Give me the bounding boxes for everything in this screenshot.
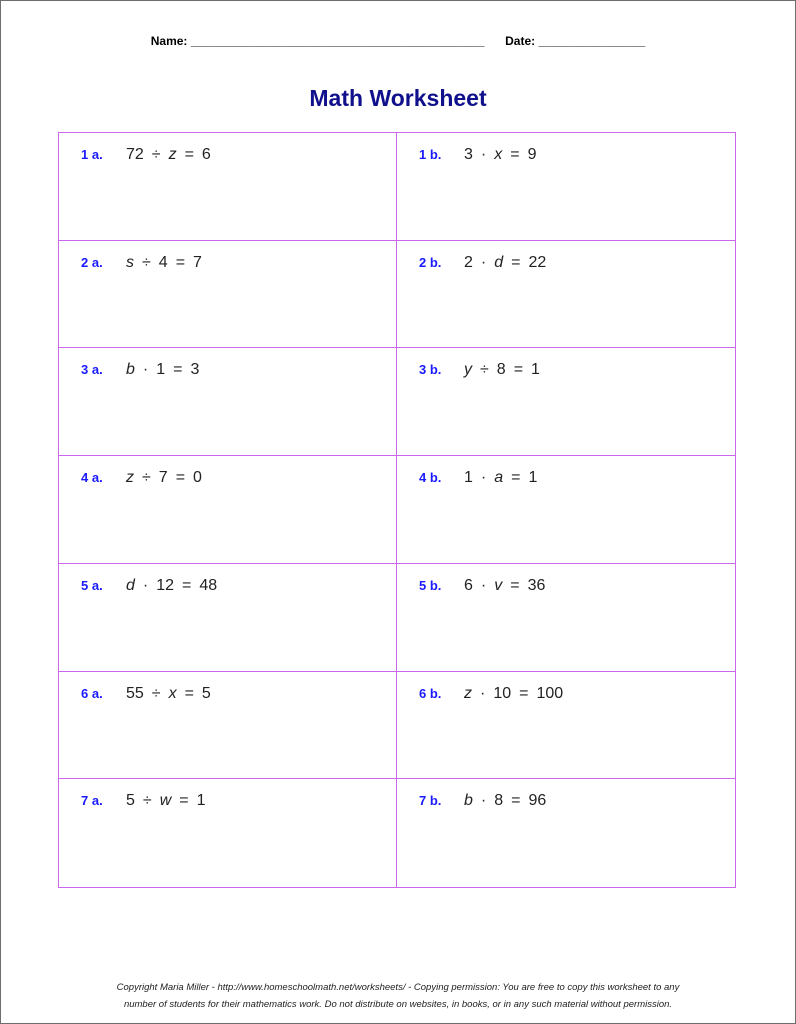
equation-variable: a	[494, 469, 504, 487]
problem-label: 5 b.	[419, 577, 442, 593]
equation-variable: z	[126, 469, 134, 487]
equation-term: =	[175, 469, 186, 487]
equation-variable: x	[168, 684, 177, 702]
problem-label: 5 a.	[81, 577, 103, 593]
equation-term: ·	[480, 469, 487, 487]
problem-cell	[397, 672, 735, 780]
equation-term: =	[182, 576, 192, 594]
problem-equation	[126, 146, 211, 164]
copyright-footer	[1, 979, 795, 1013]
problem-cell	[59, 779, 397, 887]
equation-term: ÷	[480, 361, 489, 379]
equation-term: ·	[142, 576, 149, 594]
equation-term: =	[510, 146, 520, 163]
equation-term: 10	[493, 684, 512, 702]
problem-equation	[464, 146, 536, 164]
problem-cell	[397, 241, 735, 349]
problem-cell	[59, 564, 397, 672]
equation-term: ÷	[142, 469, 151, 487]
equation-term: 8	[496, 361, 506, 379]
equation-term: =	[513, 361, 524, 379]
problem-label: 6 b.	[419, 685, 442, 701]
equation-term: ÷	[151, 684, 161, 702]
equation-term: =	[175, 253, 186, 271]
equation-term: =	[511, 469, 521, 487]
equation-term: ·	[142, 361, 149, 379]
equation-term: ÷	[142, 792, 152, 810]
equation-term: 3	[190, 361, 200, 379]
name-label: Name:	[150, 34, 188, 48]
equation-term: =	[510, 576, 520, 594]
problem-cell	[59, 456, 397, 564]
problem-equation	[126, 469, 202, 487]
problem-cell	[397, 348, 735, 456]
problem-cell	[397, 133, 735, 241]
equation-variable: x	[494, 146, 503, 163]
equation-term: ·	[480, 146, 487, 163]
equation-term: ÷	[151, 146, 161, 163]
equation-term: 55	[126, 684, 144, 702]
equation-term: 7	[158, 469, 168, 487]
problem-cell	[59, 348, 397, 456]
equation-term: 9	[527, 146, 537, 163]
problem-equation	[126, 792, 206, 810]
equation-term: =	[173, 361, 183, 379]
equation-term: 1	[464, 469, 473, 487]
footer-line-1: Copyright Maria Miller - http://www.homeschoolmath.net/worksheets/ - Copying permission: You are free to copy this worksheet to any	[116, 982, 680, 993]
equation-term: 96	[528, 792, 547, 810]
equation-term: ·	[480, 576, 487, 594]
problem-equation	[126, 361, 199, 379]
equation-term: 36	[527, 576, 546, 594]
problem-label: 2 b.	[419, 254, 442, 270]
equation-term: 0	[193, 469, 202, 487]
equation-term: =	[179, 792, 189, 810]
problem-label: 6 a.	[81, 685, 103, 701]
equation-term: 1	[531, 361, 540, 379]
equation-term: =	[511, 253, 521, 271]
page-title: Math Worksheet	[309, 85, 487, 111]
problem-label: 7 b.	[419, 793, 442, 809]
name-blank: ____________________________________________	[190, 34, 485, 48]
equation-variable: w	[159, 792, 172, 810]
equation-term: 100	[536, 684, 564, 702]
equation-term: =	[511, 792, 521, 810]
problem-cell	[397, 779, 735, 887]
problem-label: 3 a.	[81, 362, 103, 378]
equation-variable: v	[494, 576, 503, 594]
equation-term: 7	[193, 253, 202, 271]
problem-equation	[126, 254, 202, 272]
equation-term: ·	[480, 253, 487, 271]
problem-cell	[59, 133, 397, 241]
equation-term: 12	[156, 576, 175, 594]
footer-line-2: number of students for their mathematics work. Do not distribute on websites, in books, or in any such material without permission.	[123, 999, 673, 1010]
problem-cell	[397, 564, 735, 672]
equation-term: ·	[480, 684, 486, 702]
problem-grid	[58, 132, 736, 888]
problem-label: 2 a.	[81, 254, 103, 270]
problem-label: 4 a.	[81, 470, 103, 486]
equation-term: =	[184, 146, 194, 163]
equation-variable: b	[126, 361, 135, 379]
equation-term: 1	[156, 361, 166, 379]
equation-term: 1	[196, 792, 206, 810]
problem-label: 1 b.	[419, 147, 442, 162]
equation-variable: d	[494, 253, 504, 271]
problem-equation	[126, 577, 217, 595]
equation-term: 5	[201, 684, 211, 702]
problem-equation	[464, 685, 563, 703]
equation-term: 5	[126, 792, 135, 810]
equation-term: 4	[158, 253, 168, 271]
equation-term: 48	[199, 576, 218, 594]
problem-label: 4 b.	[419, 470, 442, 486]
date-blank: ________________	[538, 34, 646, 48]
problem-label: 3 b.	[419, 362, 442, 378]
equation-variable: z	[464, 684, 472, 702]
equation-term: 3	[464, 146, 473, 163]
problem-cell	[59, 672, 397, 780]
problem-equation	[464, 792, 546, 810]
equation-term: ÷	[142, 253, 151, 271]
problem-cell	[59, 241, 397, 349]
equation-term: 2	[464, 253, 473, 271]
equation-variable: b	[464, 792, 473, 810]
equation-term: ·	[480, 792, 487, 810]
equation-term: 22	[528, 253, 547, 271]
problem-equation	[464, 361, 540, 379]
equation-term: 72	[126, 146, 144, 163]
equation-term: =	[519, 684, 529, 702]
problem-label: 7 a.	[81, 793, 103, 809]
problem-equation	[464, 577, 545, 595]
equation-term: 6	[201, 146, 211, 163]
problem-equation	[464, 469, 537, 487]
header-line	[1, 34, 795, 48]
problem-equation	[464, 254, 546, 272]
equation-term: 8	[494, 792, 504, 810]
problem-cell	[397, 456, 735, 564]
equation-variable: d	[126, 576, 135, 594]
equation-variable: y	[464, 361, 472, 379]
equation-term: 1	[528, 469, 538, 487]
equation-variable: s	[126, 253, 134, 271]
date-label: Date:	[505, 34, 536, 48]
equation-term: =	[184, 684, 194, 702]
equation-variable: z	[168, 146, 177, 163]
problem-equation	[126, 685, 211, 703]
problem-label: 1 a.	[81, 147, 103, 162]
equation-term: 6	[464, 576, 473, 594]
